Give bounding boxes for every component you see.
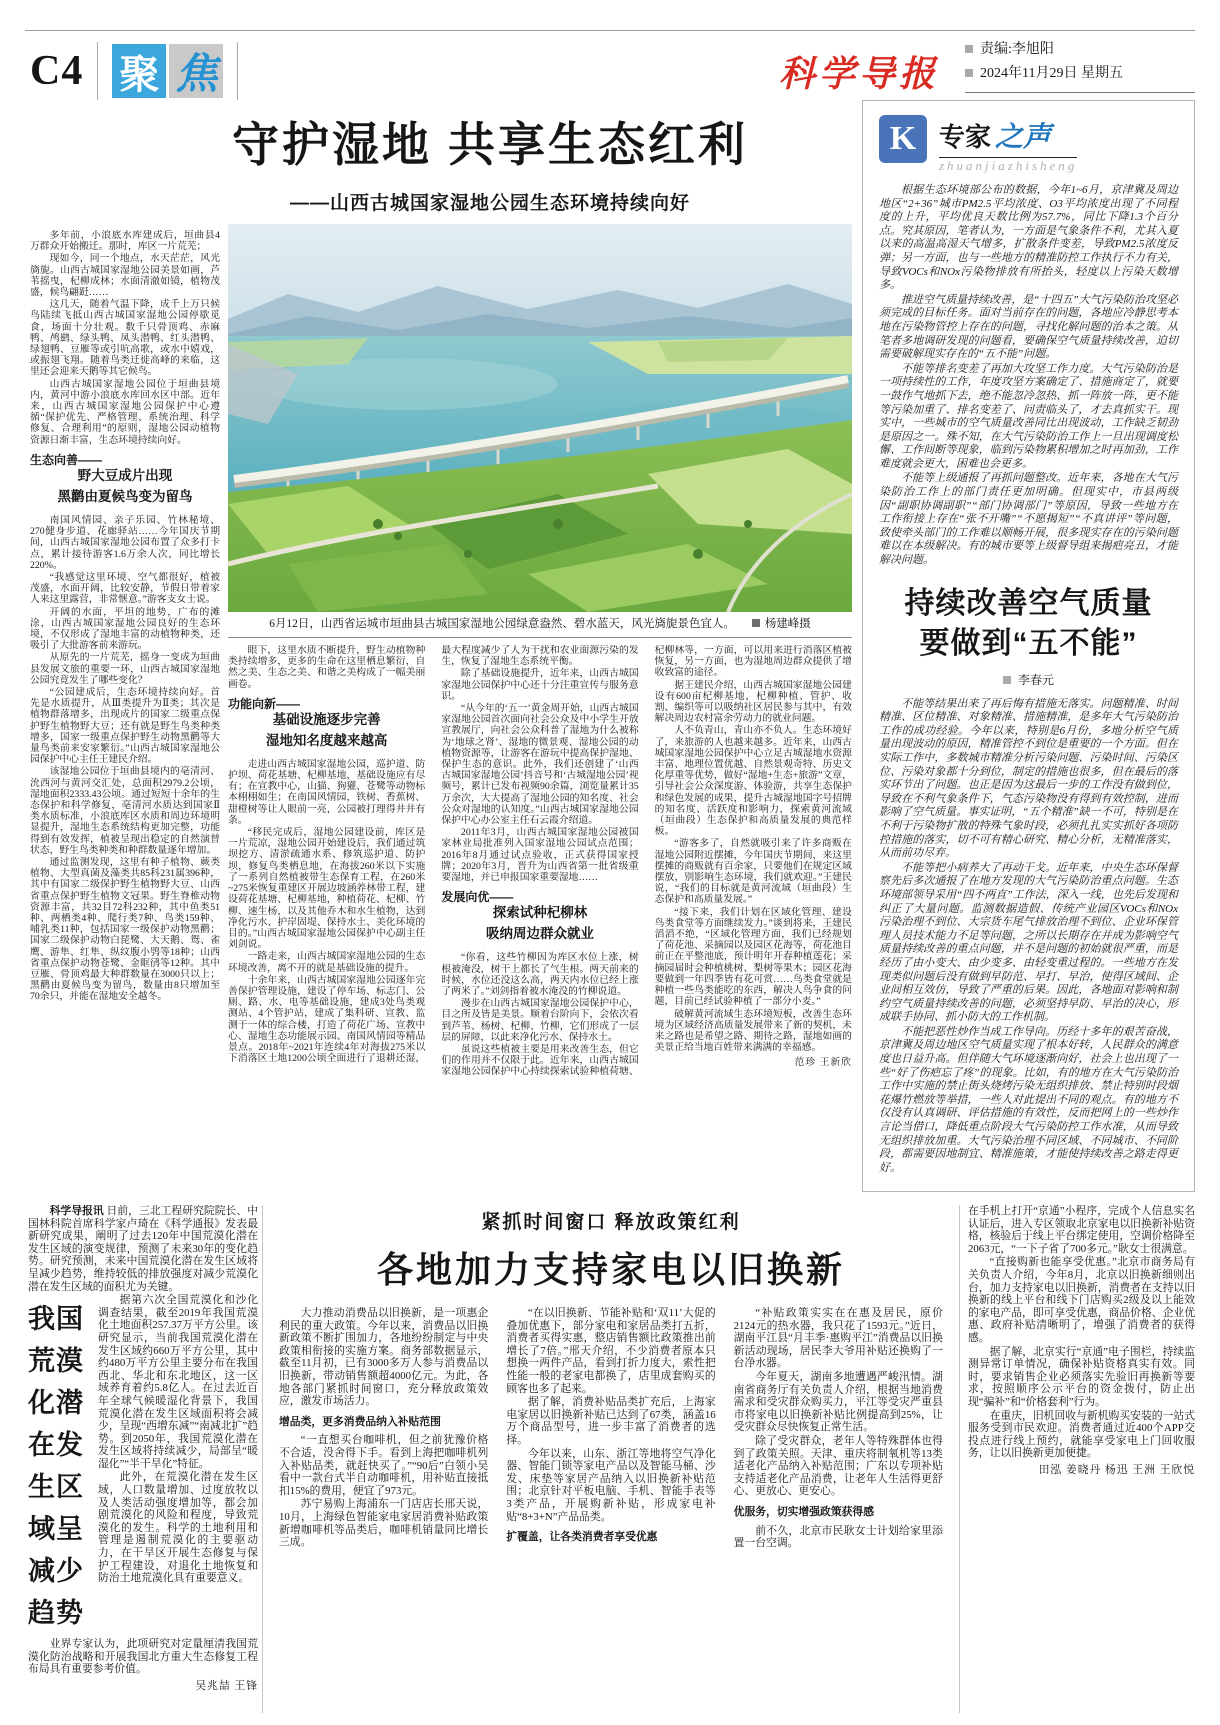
bullet-square-icon (752, 619, 760, 627)
header-divider (97, 42, 98, 100)
bullet-square-icon (965, 45, 973, 53)
paragraph: 该湿地公园位于垣曲县境内的亳清河、沇西河与黄河交汇处，总面积2979.2公顷，湿地面积2333.43公顷。通过短短十余年的生态保护和科学修复，亳清河水质达到国家Ⅱ类水质标准，小浪底库区水质和周边环境明显提升，湿地生态系统结构更加完整，功能得到有效发挥，植被呈现出稳定的自然演替状态，野生鸟类种类和种群数量逐年增加。 (30, 766, 220, 856)
section-logo-icon: 聚 (112, 44, 166, 98)
article-columns-2-4 (228, 645, 852, 1190)
paragraph: 不能等结果出来了再后悔有措施无落实。问题精准、时间精准、区位精准、对象精准、措施精准，是多年大气污染防治工作的成功经验。今年以来，特别是6月份，多地分析空气质量出现波动的原因，精准管控不到位是重要的一个方面。但在实际工作中，多数城市精准分析污染问题、污染时间、污染区位、污染对象都十分到位，制定的措施也很多，但在最后的落实环节出了问题。也正是因为这最后一步的工作没有做到位，导致在不利气象条件下，气态污染物没有得到有效控制，进而影响了空气质量。事实证明，“五个精准”缺一不可，特别是在不利于污染物扩散的特殊气象时段，必须扎扎实实抓好各项防控措施的落实，切不可有精心研究、精心分析，无精准落实，从而前功尽弃。 (879, 697, 1178, 860)
paragraph: 不能等上级通报了再抓问题整改。近年来，各地在大气污染防治工作上的部门责任更加明确。但现实中，市县两级因“副职协调副职”“部门协调部门”等原因，导致一些地方在工作衔接上存在“张不开嘴”“不愿揭短”“不真讲评”等问题，致使牵头部门的工作难以顺畅开展，很多现实存在的污染问题难以在本级解决。有的城市要等上级督导组来揭疤亮丑，才能解决问题。 (879, 472, 1178, 567)
paragraph: 眼下，这里水质不断提升，野生动植物种类持续增多，更多的生命在这里栖息繁衍，自然之美、生态之美、和谐之美构成了一幅美丽画卷。 (228, 645, 426, 690)
paragraph: 虽说这些植被主要是用来改善生态，但它们的作用并不仅限于此。近年来，山西古城国家湿地公园保护中心持续探索试验种植荷塘、杞柳林等，一方面，可以用来进行消落区植被恢复，另一方面，也为湿地周边群众提供了增收致富的途径。 (441, 645, 852, 1078)
expert-byline (879, 671, 1178, 688)
paragraph: “你看，这些竹柳因为库区水位上涨，树根被淹没，树干上都长了气生根。两天前来的时候，水位还没这么高，两天内水位已经上涨了两米了。”刘剑指着被水淹没的竹柳说道。 (441, 952, 639, 997)
header-divider (237, 42, 238, 100)
article-body-columns (279, 1307, 943, 1713)
expert-title (939, 115, 1077, 158)
article-kicker: 紧抓时间窗口 释放政策红利 (481, 1212, 741, 1233)
paragraph: “在以旧换新、节能补贴和‘双11’大促的叠加优惠下，部分家电和家居品类打五折，消费者买得实惠，整店销售额比政策推出前增长了7倍。”邢天介绍，不少消费者原本只想换一两件产品，看到打折力度大，索性把性能一般的老家电都换了，店里成套购买的顾客也多了起来。 (506, 1307, 716, 1395)
paragraph: 山西古城国家湿地公园位于垣曲县境内，黄河中游小浪底水库回水区中部。近年来，山西古城国家湿地公园保护中心遵循“保护优先、严格管理、系统治理、科学修复、合理利用”的原则，湿地公园动植物资源日渐丰富，生态环境持续向好。 (30, 378, 220, 446)
paragraph: 不能等把小病养大了再动干戈。近年来，中央生态环保督察先后多次通报了在地方发现的大气污染防治重点问题。生态环境部领导采用“四不两直”工作法，深入一线，也先后发现和纠正了大量问题。监测数据造假、传统产业园区VOCs和NOx污染治理不到位、大宗货车尾气排放治理不到位、企业环保管理人员技术能力不足等问题，之所以长期存在并成为影响空气质量持续改善的重点问题，并不是问题的初始就很严重，而是经历了由小变大、由少变多、由轻变重过程的。一些地方在发现类似问题后没有做到早防范、早打、早治，使得区域间、企业间相互效仿，导致了严重的后果。因此，各地面对影响和制约空气质量持续改善的问题，必须坚持早防、早治的决心，形成联手协同、抓小防大的工作机制。 (879, 861, 1178, 1024)
paragraph: 业界专家认为，此项研究对定量厘清我国荒漠化防治战略和开展我国北方重大生态修复工程布局具有重要参考价值。 (28, 1638, 258, 1676)
expert-title-blue: 之声 (995, 122, 1052, 153)
header-left (30, 40, 252, 102)
wetland-aerial-photo (228, 224, 852, 612)
photo-caption (228, 615, 852, 638)
masthead: 科学导报 (778, 54, 939, 94)
paragraph: 漫步在山西古城国家湿地公园保护中心，目之所及皆是美景。顺着台阶向下，会依次看到芦苇、杨树、杞柳、竹柳，它们形成了一层层的屏障，以此来净化污水、保持水土。 (441, 998, 639, 1043)
expert-voice-box (862, 100, 1195, 1192)
expert-headline-line2: 要做到“五不能” (919, 627, 1138, 661)
paragraph: 不能把恶性炒作当成工作导向。历经十多年的艰苦奋战，京津冀及周边地区空气质量实现了根本好转，人民群众的满意度也日益升高。但伴随大气环境逐渐向好，社会上也出现了一些“好了伤疤忘了疼”的现象。比如，有的地方在大气污染防治工作中实施的禁止街头烧烤污染无组织排放、禁止特别时段烟花爆竹燃放等举措，一些人对此提出不同的观点。有的地方不仅没有认真调研、评估措施的有效性，反而把网上的一些炒作言论当借口，降低重点阶段大气污染防控工作水准，从而导致无组织排放加重。大气污染治理不同区域、不同城市、不同阶段，都需要因地制宜、精准施策，才能使持续改善之路走得更好。 (879, 1025, 1178, 1174)
paragraph: 走进山西古城国家湿地公园，巡护道、防护坝、荷花基塘、杞柳基地，基础设施应有尽有；在宣教中心，山猫、狗獾、苍鹭等动物标本栩栩如生；在南国风情园，铁树、香蕉树、甜橙树等让人眼前一亮，公园被打理得井井有条。 (228, 758, 426, 826)
paragraph: 今年以来，山东、浙江等地将空气净化器、智能门锁等家电产品以及智能马桶、沙发、床垫等家居产品纳入以旧换新补贴范围；北京针对平板电脑、手机、智能手表等3类产品，开展购新补贴，形成家电补贴“8+3+N”产品品类。 (506, 1447, 716, 1523)
expert-title-black: 专家 (939, 122, 992, 152)
section-title: 吸纳周边群众就业 (485, 926, 594, 942)
paragraph: 通过监测发现，这里有种子植物、蕨类植物、大型真菌及藻类共85科231属396种，其中有国家二级保护野生植物野大豆、山西省重点保护野生植物文冠果。野生脊椎动物资源丰富，共32目72科232种，其中鱼类51种、两栖类4种、爬行类7种、鸟类159种、哺乳类11种，包括国家一级保护动物黑鹳；国家二级保护动物白琵鹭、大天鹅、鸳、雀鹰、游隼、红隼、纵纹腹小鸮等18种；山西省重点保护动物苍鹭、金眶鸻等12种。其中豆雁、骨顶鸡最大种群数量在3000只以上；黑鹳由夏候鸟变为留鸟，数量由8只增加至70余只，并能在湿地安全越冬。 (30, 857, 220, 1003)
paragraph: 开阔的水面，平坦的地势，广布的滩涂，山西古城国家湿地公园良好的生态环境，不仅形成了湿地丰富的动植物种类，还吸引了大批游客前来游玩。 (30, 606, 220, 652)
section-head-3 (441, 892, 638, 945)
paragraph: “从今年的‘五一’黄金周开始，山西古城国家湿地公园首次面向社会公众及中小学生开放宣教展厅，向社会公众科普了湿地为什么被称为‘地球之肾’、湿地的微景观、湿地公园的动植物资源等，让游客在游玩中提高保护湿地、保护生态的意识。此外，我们还创建了‘山西古城国家湿地公园’抖音号和‘古城湿地公园’视频号，累计已发布视频90余篇，浏览量累计35万余次，大大提高了湿地公园的知名度、社会公众对湿地的认知度。”山西古城国家湿地公园保护中心办公室主任石云霞介绍道。 (441, 703, 639, 827)
paragraph: “直接购新也能享受优惠。”北京市商务局有关负责人介绍，今年8月，北京以旧换新细则出台，加力支持家电以旧换新，消费者在支持以旧换新的线上平台和线下门店购买2级及以上能效的家电产品，即可享受优惠，商品价格、企业优惠、政府补贴清晰明了，增强了消费者的获得感。 (968, 1256, 1195, 1344)
paragraph: 前不久，北京市民耿女士计划给家里添置一台空调。 (733, 1524, 943, 1550)
section-logo-icon: 焦 (169, 44, 223, 98)
paragraph: 在重庆，旧机回收与新机购买安装的一站式服务受到市民欢迎。消费者通过近400个APP交投点进行线上预约，就能享受家电上门回收服务，让以旧换新更加便捷。 (968, 1409, 1195, 1460)
paragraph: 除了受灾群众，老年人等特殊群体也得到了政策关照。天津、重庆将制氧机等13类适老化产品纳入补贴范围；广东以专项补贴支持适老化产品消费，让老年人生活得更舒心、更放心、更安心。 (733, 1434, 943, 1498)
paragraph: 此外，在荒漠化潜在发生区域，人口数量增加、过度放牧以及人类活动强度增加等，都会加剧荒漠化的风险和程度，导致荒漠化的发生。科学的土地利用和管理是遏制荒漠化的主要驱动力，在干旱区开展生态修复与保护工程建设，对退化土地恢复和防治土地荒漠化具有重要意义。 (98, 1471, 258, 1585)
editor-name: 责编:李旭阳 (980, 42, 1054, 57)
bullet-square-icon (1003, 676, 1011, 684)
paragraph: 一路走来，山西古城国家湿地公园的生态环境改善，离不开的就是基础设施的提升。 (228, 951, 426, 974)
paragraph: “我感觉这里环境、空气都很好，植被茂盛，水面开阔，比较安静，节假日带着家人来这里露营，非常惬意。”游客支女士说。 (30, 571, 220, 606)
main-headline: 守护湿地 共享生态红利 (231, 118, 749, 171)
bullet-square-icon (965, 69, 973, 77)
paragraph: 十余年来，山西古城国家湿地公园逐年完善保护管理设施，建设了停车场、标志门、公厕、路、水、电等基础设施，建成3处鸟类观测站、4个管护站，建成了集科研、宣教、监测于一体的综合楼，打造了荷花广场、宣教中心、湿地生态功能展示园、南国风情园等精品景点。2018年~2021年连续4年对海拔275米以下消落区土地1200公顷全面进行了退耕还湿，最大程度减少了人为干扰和农业面源污染的发生，恢复了湿地生态系统平衡。 (228, 645, 639, 1065)
news-agency-tag: 科学导报讯 (49, 1205, 104, 1217)
paragraph: 不能等排名变差了再加大攻坚工作力度。大气污染防治是一项持续性的工作，年度攻坚方案确定了、措施商定了，就要一鼓作气地抓下去，绝不能忽冷忽热、抓一阵放一阵，更不能等污染加重了、排名变差了、问责临头了，才去真抓实干。现实中，一些城市的空气质量改善同比出现波动，工作缺乏韧劲是原因之一。殊不知，在大气污染防治工作上一旦出现调度松懈、工作间断等现象，临到污染物累积增加之时再加劲，工作难度就会更大，困难也会更多。 (879, 362, 1178, 470)
section-title: 基础设施逐步完善 (272, 712, 381, 728)
k-logo-icon: K (879, 115, 927, 163)
subhead-1: 增品类，更多消费品纳入补贴范围 (279, 1415, 441, 1428)
expert-pinyin: zhuanjiazhisheng (939, 158, 1078, 173)
paragraph-text: 日前，三北工程研究院院长、中国林科院首席科学家卢琦在《科学通报》发表最新研究成果，阐明了过去120年中国荒漠化潜在发生区域的演变规律，预测了未来30年的变化趋势。研究预测，未来中国荒漠化潜在发生区域将呈减少趋势，维持较低的排放强度对减少荒漠化潜在发生区域的面积尤为关键。 (28, 1205, 258, 1293)
top-rule (25, 30, 1195, 31)
subhead-2: 扩覆盖，让各类消费者享受优惠 (506, 1531, 658, 1544)
paragraph: 在手机上打开“京通”小程序，完成个人信息实名认证后，进入专区领取北京家电以旧换新补贴资格，核验后于线上平台绑定使用，空调价格降至2063元，“一下子省了700多元。”耿女士很满意。 (968, 1205, 1195, 1255)
appliance-article-continuation (968, 1205, 1195, 1713)
photo-illustration (228, 224, 852, 612)
section-kicker: 生态向善—— (30, 452, 103, 467)
header-meta (965, 38, 1195, 93)
section-title: 探索试种杞柳林 (492, 905, 588, 921)
paragraph: 据了解，消费补贴品类扩充后，上海家电家居以旧换新补贴已达到了67类，涵盖16万个商品型号，进一步丰富了消费者的选择。 (506, 1396, 716, 1446)
expert-logo-row (879, 115, 1178, 174)
headline-and-body (28, 1294, 258, 1629)
paragraph: 2011年3月，山西古城国家湿地公园被国家林业局批准列入国家湿地公园试点范围；2016年8月通过试点验收，正式获得国家授牌；2020年3月，晋升为山西省第一批省级重要湿地，并已申报国家重要湿地…… (441, 827, 639, 884)
paragraph: 推进空气质量持续改善，是“十四五”大气污染防治攻坚必须完成的目标任务。面对当前存在的问题，各地应冷静思考本地在污染物管控上存在的问题，寻找化解问题的治本之策。从笔者多地调研发现的问题看，要确保空气质量持续改善，迫切需要破解现实存在的“五不能”问题。 (879, 293, 1178, 361)
vertical-headline: 我国荒漠化潜在发生区域呈减少趋势 (28, 1304, 84, 1629)
photographer-name: 杨建峰摄 (764, 618, 811, 630)
expert-headline (879, 584, 1178, 665)
paragraph: 大力推动消费品以旧换新，是一项惠企利民的重大政策。今年以来，消费品以旧换新政策不断扩围加力，各地纷纷制定与中央政策相衔接的实施方案。商务部数据显示，截至11月初，已有3000多万人参与消费品以旧换新，带动销售额超4000亿元。为此，各地各部门紧抓时间窗口，充分释放政策效应，激发市场活力。 (279, 1307, 489, 1408)
paragraph: 从原先的一片荒芜，摇身一变成为垣曲县发展文旅的重要一环，山西古城国家湿地公园究竟发生了哪些变化？ (30, 652, 220, 686)
article-headline: 各地加力支持家电以旧换新 (376, 1249, 845, 1290)
paragraph: 人不负青山，青山亦不负人。生态环境好了，来旅游的人也越来越多。近年来，山西古城国家湿地公园保护中心立足古城湿地水资源丰富、地理位置优越、自然景观奇特、历史文化厚重等优势，做好“湿地+生态+旅游”文章，引导社会公众深度游、体验游，共享生态保护和绿色发展的成果，提升古城湿地国字号招牌的知名度、活跃度和影响力，探索黄河流域（垣曲段）生态保护和高质量发展的典范样板。 (654, 725, 852, 838)
lead-paragraph (28, 1205, 258, 1293)
header-right (779, 38, 1195, 97)
photo-credit (752, 618, 811, 630)
paragraph: “移民完成后，湿地公园建设前，库区是一片荒凉，湿地公园开始建设后，我们通过筑坝挖方、清淤疏通水系、修筑巡护道、防护坝，修复鸟类栖息地，在海拔260米以下实施了一系列自然植被带生态保育工程，在260米~275米恢复重建区开展边坡涵养林带工程，建设荷花基塘、杞柳基地，种植荷花、杞柳、竹柳、速生杨，以及其他乔木和水生植物，达到净化污水、护岸固堤、保持水土、美化环境的目的。”山西古城国家湿地公园保护中心副主任刘剑说。 (228, 827, 426, 951)
paragraph: 据了解，北京实行“京通”电子围栏，持续监测异常订单情况，确保补贴资格真实有效。同时，要求销售企业必须落实先验旧再换新等要求，按照顺序公示平台的资金拨付，防止出现“骗补”和“价格套利”行为。 (968, 1345, 1195, 1408)
section-head-1 (30, 452, 220, 508)
expert-headline-line1: 持续改善空气质量 (904, 586, 1153, 620)
desertification-article (28, 1205, 258, 1713)
main-subhead: ——山西古城国家湿地公园生态环境持续向好 (289, 193, 690, 214)
paragraph: 多年前，小浪底水库建成后，垣曲县4万群众开始搬迁。那时，库区一片荒芜； (30, 230, 220, 253)
article-column-1 (30, 230, 220, 1188)
paragraph: “一直想买台咖啡机，但之前犹豫价格不合适，没舍得下手。看到上海把咖啡机列入补贴品类，就赶快买了。”“90后”白领小吴看中一款台式半自动咖啡机，用补贴直接抵扣15%的费用，便宜了973元。 (279, 1434, 489, 1497)
byline: 吴兆喆 王锋 (195, 1679, 258, 1692)
issue-date: 2024年11月29日 星期五 (980, 66, 1123, 81)
paragraph: 据王建民介绍，山西古城国家湿地公园建设有600亩杞柳基地，杞柳种植、管护、收割、编织等可以吸纳社区居民参与其中，有效解决周边农村富余劳动力的就业问题。 (654, 679, 852, 725)
paragraph: 现如今，同一个地点，水天茫茫，风光旖旎。山西古城国家湿地公园美景如画，芦苇摇曳，杞柳成林；水面清澈如镜，植物茂盛，候鸟翩跹…… (30, 253, 220, 299)
section-title: 黑鹳由夏候鸟变为留鸟 (57, 488, 193, 504)
paragraph: “接下来，我们计划在区域化管理、建设鸟类食堂等方面继续发力。”谈到将来，王建民滔滔不绝，“区域化管理方面，我们已经规划了荷花池、采摘园以及园区花海等，荷花池目前正在平整池底，预计明年开春种植莲花；采摘园届时会种植桃树、梨树等果木；园区花海要做到一年四季皆有花可赏……鸟类食堂就是种植一些鸟类能吃的东西，解决人鸟争食的问题，目前已经试验种植了一部分小麦。” (654, 906, 852, 1008)
author-name: 李春元 (1017, 672, 1054, 687)
section-kicker: 功能向新—— (228, 696, 301, 711)
byline: 范珍 王新欣 (794, 1057, 852, 1069)
page-number: C4 (30, 48, 84, 94)
section-title: 野大豆成片出现 (77, 468, 173, 484)
subhead-3: 优服务，切实增强政策获得感 (733, 1505, 875, 1518)
paragraph: 据第六次全国荒漠化和沙化调查结果，截至2019年我国荒漠化土地面积257.37万平方公里。该研究显示，当前我国荒漠化潜在发生区域约660万平方公里，其中约480万平方公里主要分布在我国西北、华北和东北地区，这一区域养育着约5.8亿人。在过去近百年全球气候暖湿化背景下，我国荒漠化潜在发生区域面积将会减少，呈现“西增东减”“南减北扩”趋势。到2050年，我国荒漠化潜在发生区域将持续减少，局部呈“暖湿化”“半干旱化”特征。 (98, 1294, 258, 1470)
section-kicker: 发展向优—— (441, 890, 514, 905)
byline: 田泓 姜晓丹 杨迅 王洲 王欣悦 (1038, 1463, 1195, 1476)
date-line (965, 62, 1195, 86)
paragraph: “补贴政策实实在在惠及居民，原价2124元的热水器，我只花了1593元。”近日，湖南平江县“月丰季·惠购平江”消费品以旧换新活动现场，居民李大爷用补贴还换购了一台净水器。 (733, 1307, 943, 1370)
paragraph: 根据生态环境部公布的数据，今年1~6月，京津冀及周边地区“2+36”城市PM2.5平均浓度、O3平均浓度出现了不同程度的上升，平均优良天数比例为57.7%，同比下降1.3个百分点。究其原因，笔者认为，一方面是气象条件不利，尤其入夏以来的高温高湿天气增多，扩散条件变差，导致PM2.5浓度反弹；另一方面，也与一些地方的精准防控工作执行不力有关，导致VOCs和NOx污染物排放有所抬头，轻度以上污染天数增多。 (879, 184, 1178, 292)
paragraph: 苏宁易购上海浦东一门店店长邢天说，10月，上海绿色智能家电家居消费补贴政策新增咖啡机等品类后，咖啡机销量同比增长三成。 (279, 1498, 489, 1549)
section-head-2 (228, 696, 425, 752)
section-title: 湿地知名度越来越高 (265, 732, 388, 748)
appliance-tradein-article (262, 1205, 960, 1713)
paragraph: 破解黄河流域生态环境短板，改善生态环境为区域经济高质量发展带来了新的契机，未来之路也是希望之路、期待之路，湿地如画的美景正给当地百姓带来满满的幸福感。 (654, 1008, 852, 1054)
paragraph: “公园建成后，生态环境持续向好。首先是水质提升，从Ⅲ类提升为Ⅱ类；其次是植物群落增多，出现成片的国家二级重点保护野生植物野大豆；还有就是野生鸟类种类增多，国家一级重点保护野生动物黑鹳等大量鸟类前来安家繁衍。”山西古城国家湿地公园保护中心主任王建民介绍。 (30, 686, 220, 766)
paragraph: 除了基础设施提升，近年来，山西古城国家湿地公园保护中心还十分注重宣传与服务意识。 (441, 668, 639, 702)
paragraph: 这几天，随着气温下降，成千上万只候鸟陆续飞抵山西古城国家湿地公园停歇觅食，场面十分壮观。数千只骨顶鸡、赤麻鸭、鸬鹚、绿头鸭、凤头潜鸭、红头潜鸭、绿翅鸭、豆雁等或引吭高歌，或水中嬉戏，或振翅飞翔。随着鸟类迁徙高峰的来临，这里还会迎来天鹅等其它候鸟。 (30, 299, 220, 378)
paragraph: “游客多了，自然就吸引来了许多商贩在湿地公园附近摆摊，今年国庆节期间，来这里摆摊的商贩就有百余家，只要他们在规定区域摆放，别影响生态环境，我们就欢迎。”王建民说，“我们的目标就是黄河流域（垣曲段）生态保护和高质量发展。” (654, 838, 852, 906)
paragraph: 今年夏天，湖南多地遭遇严峻汛情。湖南省商务厅有关负责人介绍，根据当地消费需求和受灾群众购买力，平江等受灾严重县市将家电以旧换新补贴比例提高到25%，让受灾群众尽快恢复正常生活。 (733, 1370, 943, 1434)
caption-text: 6月12日，山西省运城市垣曲县古城国家湿地公园绿意盎然、碧水蓝天，风光旖旎景色宜人。 (269, 618, 735, 630)
editor-line (965, 38, 1195, 62)
paragraph: 南国风情园、亲子乐园、竹林秘境、270健身步道、花廊驿站……今年国庆节期间，山西古城国家湿地公园布置了众多打卡点，累计接待游客1.6万余人次，同比增长220%。 (30, 514, 220, 571)
